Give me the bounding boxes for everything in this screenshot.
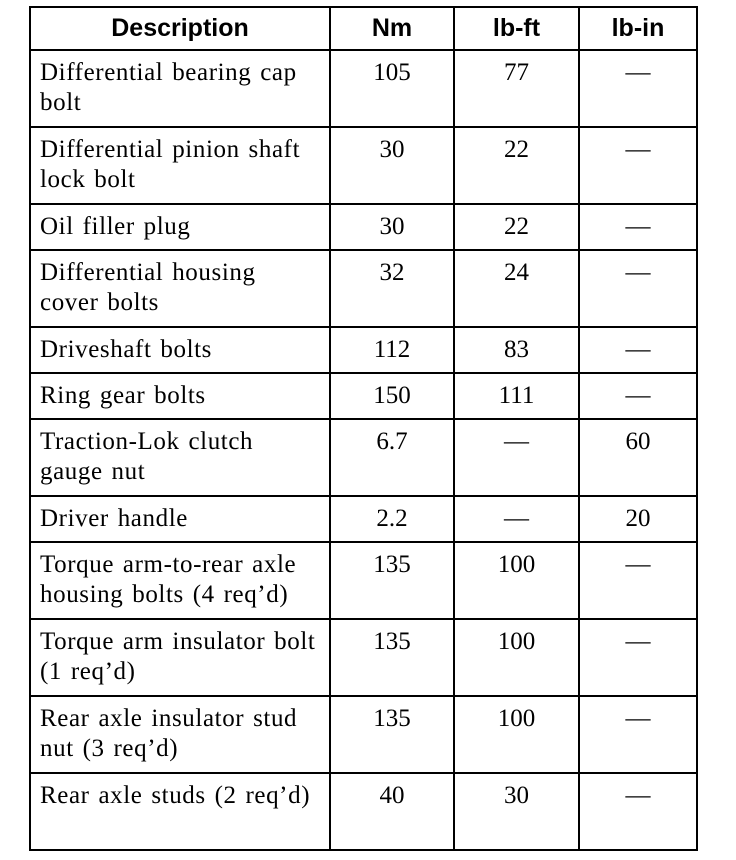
cell-lb-ft: 100 xyxy=(454,619,579,696)
cell-lb-in: 60 xyxy=(579,419,697,496)
cell-nm: 30 xyxy=(330,204,454,250)
cell-lb-in: — xyxy=(579,373,697,419)
cell-description: Rear axle insulator stud nut (3 req’d) xyxy=(30,696,330,773)
header-lb-in: lb-in xyxy=(579,7,697,50)
cell-lb-ft: 30 xyxy=(454,773,579,850)
table-row xyxy=(30,542,697,619)
cell-lb-ft: — xyxy=(454,496,579,542)
table-row xyxy=(30,496,697,542)
cell-lb-in: 20 xyxy=(579,496,697,542)
cell-nm: 150 xyxy=(330,373,454,419)
cell-description: Traction-Lok clutch gauge nut xyxy=(30,419,330,496)
table-row xyxy=(30,373,697,419)
cell-description: Differential pinion shaft lock bolt xyxy=(30,127,330,204)
cell-description: Torque arm-to-rear axle housing bolts (4 req’d) xyxy=(30,542,330,619)
table-row xyxy=(30,419,697,496)
cell-nm: 30 xyxy=(330,127,454,204)
cell-description: Differential housing cover bolts xyxy=(30,250,330,327)
table-row xyxy=(30,127,697,204)
cell-nm: 40 xyxy=(330,773,454,850)
table-row xyxy=(30,696,697,773)
cell-lb-in: — xyxy=(579,542,697,619)
cell-lb-in: — xyxy=(579,50,697,127)
cell-description: Driveshaft bolts xyxy=(30,327,330,373)
table-header-row xyxy=(30,7,697,50)
cell-nm: 135 xyxy=(330,542,454,619)
cell-lb-in: — xyxy=(579,127,697,204)
cell-description: Rear axle studs (2 req’d) xyxy=(30,773,330,850)
header-description: Description xyxy=(30,7,330,50)
cell-nm: 32 xyxy=(330,250,454,327)
cell-lb-in: — xyxy=(579,250,697,327)
table-row xyxy=(30,773,697,850)
header-lb-ft: lb-ft xyxy=(454,7,579,50)
table-row xyxy=(30,250,697,327)
cell-lb-ft: 22 xyxy=(454,204,579,250)
cell-lb-in: — xyxy=(579,204,697,250)
cell-lb-in: — xyxy=(579,773,697,850)
cell-nm: 135 xyxy=(330,696,454,773)
table-row xyxy=(30,50,697,127)
cell-description: Driver handle xyxy=(30,496,330,542)
cell-nm: 112 xyxy=(330,327,454,373)
cell-lb-in: — xyxy=(579,327,697,373)
cell-nm: 105 xyxy=(330,50,454,127)
table-row xyxy=(30,619,697,696)
table-row xyxy=(30,327,697,373)
cell-lb-ft: 83 xyxy=(454,327,579,373)
cell-lb-ft: 22 xyxy=(454,127,579,204)
cell-lb-ft: 111 xyxy=(454,373,579,419)
cell-description: Torque arm insulator bolt (1 req’d) xyxy=(30,619,330,696)
cell-description: Differential bearing cap bolt xyxy=(30,50,330,127)
cell-description: Ring gear bolts xyxy=(30,373,330,419)
header-nm: Nm xyxy=(330,7,454,50)
cell-description: Oil filler plug xyxy=(30,204,330,250)
cell-nm: 6.7 xyxy=(330,419,454,496)
cell-lb-ft: 24 xyxy=(454,250,579,327)
cell-nm: 135 xyxy=(330,619,454,696)
cell-nm: 2.2 xyxy=(330,496,454,542)
cell-lb-in: — xyxy=(579,619,697,696)
cell-lb-ft: 100 xyxy=(454,696,579,773)
cell-lb-in: — xyxy=(579,696,697,773)
cell-lb-ft: 100 xyxy=(454,542,579,619)
cell-lb-ft: — xyxy=(454,419,579,496)
table-row xyxy=(30,204,697,250)
cell-lb-ft: 77 xyxy=(454,50,579,127)
torque-spec-table xyxy=(29,6,698,851)
